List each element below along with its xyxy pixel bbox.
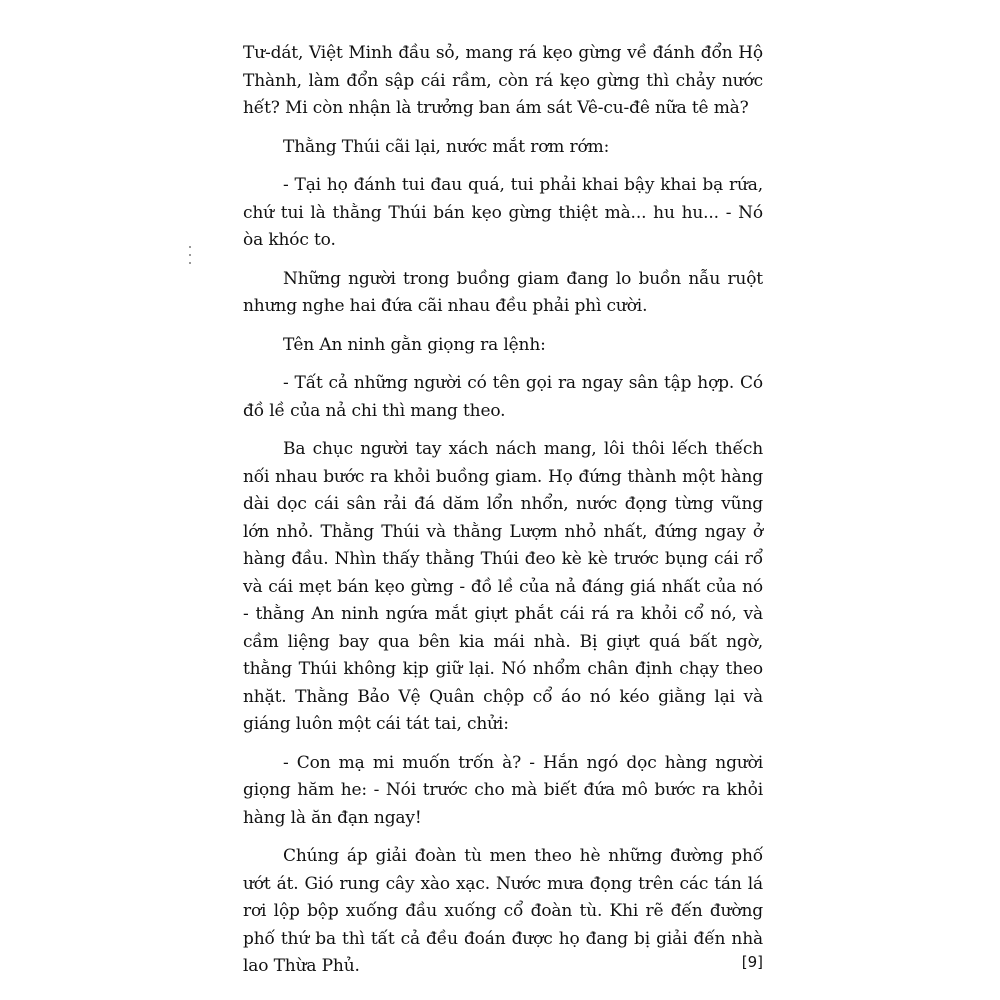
paragraph-8: - Con mạ mi muốn trốn à? - Hắn ngó dọc hàng người giọng hăm he: - Nói trước cho mà biết đứa mô bước ra khỏi hàng là ăn đạn ngay!: [243, 752, 763, 828]
paragraph-4: Những người trong buồng giam đang lo buồn nẫu ruột nhưng nghe hai đứa cãi nhau đều phải phì cười.: [243, 268, 763, 316]
paragraph-7: Ba chục người tay xách nách mang, lôi thôi lếch thếch nối nhau bước ra khỏi buồng giam. Họ đứng thành một hàng dài dọc cái sân rải đá dăm lổn nhổn, nước đọng từng vũng lớn nhỏ. Thằng Thúi và thằng Lượm nhỏ nhất, đứng ngay ở hàng đầu. Nhìn thấy thằng Thúi đeo kè kè trước bụng cái rổ và cái mẹt bán kẹo gừng - đồ lề của nả đáng giá nhất của nó - thằng An ninh ngứa mắt giựt phắt cái rá ra khỏi cổ nó, và cầm liệng bay qua bên kia mái nhà. Bị giựt quá bất ngờ, thằng Thúi không kịp giữ lại. Nó nhổm chân định chạy theo nhặt. Thằng Bảo Vệ Quân chộp cổ áo nó kéo giằng lại và giáng luôn một cái tát tai, chửi:: [243, 439, 763, 734]
margin-dot: [189, 246, 191, 248]
paragraph-6: - Tất cả những người có tên gọi ra ngay sân tập hợp. Có đồ lề của nả chi thì mang theo.: [243, 373, 763, 421]
paragraph-1: Tư-dát, Việt Minh đầu sỏ, mang rá kẹo gừng về đánh đổn Hộ Thành, làm đổn sập cái rầm, còn rá kẹo gừng thì chảy nước hết? Mi còn nhận là trưởng ban ám sát Vê-cu-đê nữa tê mà?: [243, 43, 763, 118]
paragraph-5: Tên An ninh gằn giọng ra lệnh:: [283, 334, 546, 355]
paragraph-2: Thằng Thúi cãi lại, nước mắt rơm rớm:: [283, 136, 610, 157]
page-number: [9]: [741, 953, 763, 971]
paragraph-9: Chúng áp giải đoàn tù men theo hè những đường phố ướt át. Gió rung cây xào xạc. Nước mưa đọng trên các tán lá rơi lộp bộp xuống đầu xuống cổ đoàn tù. Khi rẽ đến đường phố thứ ba thì tất cả đều đoán được họ đang bị giải đến nhà lao Thừa Phủ.: [243, 846, 763, 976]
margin-dots: [188, 246, 192, 276]
book-page: [243, 40, 763, 980]
margin-dot: [189, 262, 191, 264]
paragraph-3: - Tại họ đánh tui đau quá, tui phải khai bậy khai bạ rứa, chứ tui là thằng Thúi bán kẹo gừng thiệt mà... hu hu... - Nó òa khóc to.: [243, 175, 763, 250]
margin-dot: [189, 254, 191, 256]
